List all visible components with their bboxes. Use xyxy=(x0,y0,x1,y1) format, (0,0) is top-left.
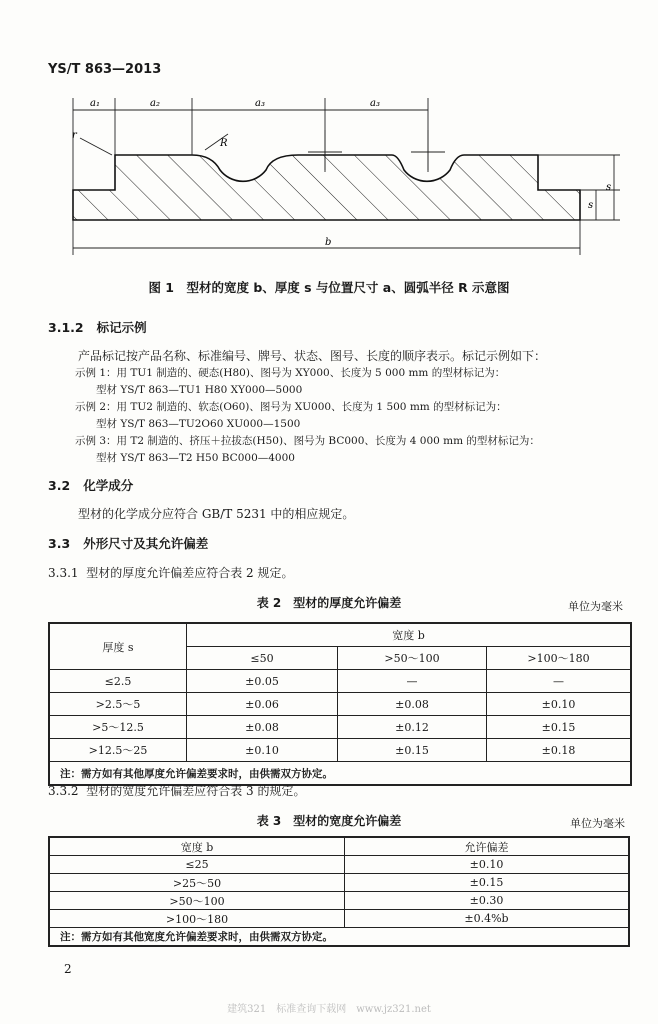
tolerance-cell: ±0.06 xyxy=(187,693,338,716)
section-title: 标记示例 xyxy=(96,320,147,335)
section-number: 3.1.2 xyxy=(48,320,84,335)
table2-note: 注：需方如有其他厚度允许偏差要求时，由供需双方协定。 xyxy=(49,762,631,786)
marking-intro: 产品标记按产品名称、标准编号、牌号、状态、图号、长度的顺序表示。标记示例如下： xyxy=(78,349,547,363)
table2-col-header: ≤50 xyxy=(187,647,338,670)
watermark: 建筑321 标准查询下载网 www.jz321.net xyxy=(227,1004,431,1015)
section-3-3-1 xyxy=(48,564,293,581)
label-a3-right: a₃ xyxy=(370,98,380,109)
thickness-tolerance-table xyxy=(48,622,632,786)
table3-note: 注：需方如有其他宽度允许偏差要求时，由供需双方协定。 xyxy=(49,928,629,947)
section-number: 3.3 xyxy=(48,536,71,551)
table2-col-header: >50～100 xyxy=(338,647,487,670)
label-a1: a₁ xyxy=(90,98,100,109)
tolerance-cell: ±0.18 xyxy=(487,739,632,762)
tolerance-cell: ±0.10 xyxy=(187,739,338,762)
section-title: 外形尺寸及其允许偏差 xyxy=(83,536,209,551)
label-radius-R: R xyxy=(220,138,228,149)
table-row xyxy=(49,670,631,693)
table-row xyxy=(49,856,629,874)
tolerance-cell: ±0.4%b xyxy=(345,910,630,928)
width-cell: >25～50 xyxy=(49,874,345,892)
table3-caption: 表 3 型材的宽度允许偏差 xyxy=(256,814,402,828)
table2-group-header: 宽度 b xyxy=(187,623,632,647)
tolerance-cell: ±0.12 xyxy=(338,716,487,739)
table2-col-header: >100～180 xyxy=(487,647,632,670)
thickness-cell: ≤2.5 xyxy=(49,670,187,693)
thickness-cell: >12.5～25 xyxy=(49,739,187,762)
tolerance-cell: ±0.15 xyxy=(338,739,487,762)
thickness-cell: >5～12.5 xyxy=(49,716,187,739)
width-tolerance-table xyxy=(48,836,630,947)
section-title: 化学成分 xyxy=(83,478,134,493)
width-cell: >100～180 xyxy=(49,910,345,928)
section-3-1-2-heading xyxy=(48,318,147,336)
example-3-mark: 型材 YS/T 863—T2 H50 BC000—4000 xyxy=(96,452,295,464)
figure1-caption: 图 1 型材的宽度 b、厚度 s 与位置尺寸 a、圆弧半径 R 示意图 xyxy=(148,280,510,295)
tolerance-cell: ±0.05 xyxy=(187,670,338,693)
section-text: 型材的厚度允许偏差应符合表 2 规定。 xyxy=(86,566,294,580)
profile-body xyxy=(73,155,580,220)
tolerance-cell: — xyxy=(338,670,487,693)
section-number: 3.3.2 xyxy=(48,784,79,798)
label-s-lower: s xyxy=(588,200,594,211)
label-a2: a₂ xyxy=(150,98,160,109)
page-number: 2 xyxy=(64,962,72,976)
table3-unit: 单位为毫米 xyxy=(570,817,625,830)
tolerance-cell: ±0.10 xyxy=(487,693,632,716)
tolerance-cell: ±0.15 xyxy=(487,716,632,739)
table2-row-header: 厚度 s xyxy=(49,623,187,670)
tolerance-cell: ±0.15 xyxy=(345,874,630,892)
section-3-3-2 xyxy=(48,782,305,799)
table2-caption: 表 2 型材的厚度允许偏差 xyxy=(256,596,402,610)
tolerance-cell: ±0.10 xyxy=(345,856,630,874)
tolerance-cell: ±0.30 xyxy=(345,892,630,910)
table-row xyxy=(49,739,631,762)
section-number: 3.3.1 xyxy=(48,566,79,580)
profile-cross-section-figure xyxy=(40,90,620,270)
section-3-3-heading xyxy=(48,534,208,552)
label-s-total: s xyxy=(606,182,612,193)
thickness-cell: >2.5～5 xyxy=(49,693,187,716)
table2-unit: 单位为毫米 xyxy=(568,600,623,613)
tolerance-cell: — xyxy=(487,670,632,693)
example-3-desc: 示例 3：用 T2 制造的、挤压＋拉拔态(H50)、图号为 BC000、长度为 4 000 mm 的型材标记为： xyxy=(75,435,540,447)
section-3-2-heading xyxy=(48,476,133,494)
label-b: b xyxy=(325,237,332,248)
table-row xyxy=(49,716,631,739)
tolerance-cell: ±0.08 xyxy=(338,693,487,716)
width-cell: >50～100 xyxy=(49,892,345,910)
table-row xyxy=(49,892,629,910)
table3-header-width: 宽度 b xyxy=(49,837,345,856)
table-row xyxy=(49,910,629,928)
example-1-mark: 型材 YS/T 863—TU1 H80 XY000—5000 xyxy=(96,384,303,396)
example-2-mark: 型材 YS/T 863—TU2O60 XU000—1500 xyxy=(96,418,301,430)
section-text: 型材的宽度允许偏差应符合表 3 的规定。 xyxy=(86,784,306,798)
table-row xyxy=(49,693,631,716)
chemical-composition-text: 型材的化学成分应符合 GB/T 5231 中的相应规定。 xyxy=(78,507,355,521)
width-cell: ≤25 xyxy=(49,856,345,874)
table-row xyxy=(49,874,629,892)
section-number: 3.2 xyxy=(48,478,71,493)
label-r: r xyxy=(72,130,77,141)
table3-header-tolerance: 允许偏差 xyxy=(345,837,630,856)
example-1-desc: 示例 1：用 TU1 制造的、硬态(H80)、图号为 XY000、长度为 5 000 mm 的型材标记为： xyxy=(75,367,506,379)
example-2-desc: 示例 2：用 TU2 制造的、软态(O60)、图号为 XU000、长度为 1 500 mm 的型材标记为： xyxy=(75,401,507,413)
standard-code-header: YS/T 863—2013 xyxy=(48,62,162,77)
tolerance-cell: ±0.08 xyxy=(187,716,338,739)
label-a3-left: a₃ xyxy=(255,98,265,109)
